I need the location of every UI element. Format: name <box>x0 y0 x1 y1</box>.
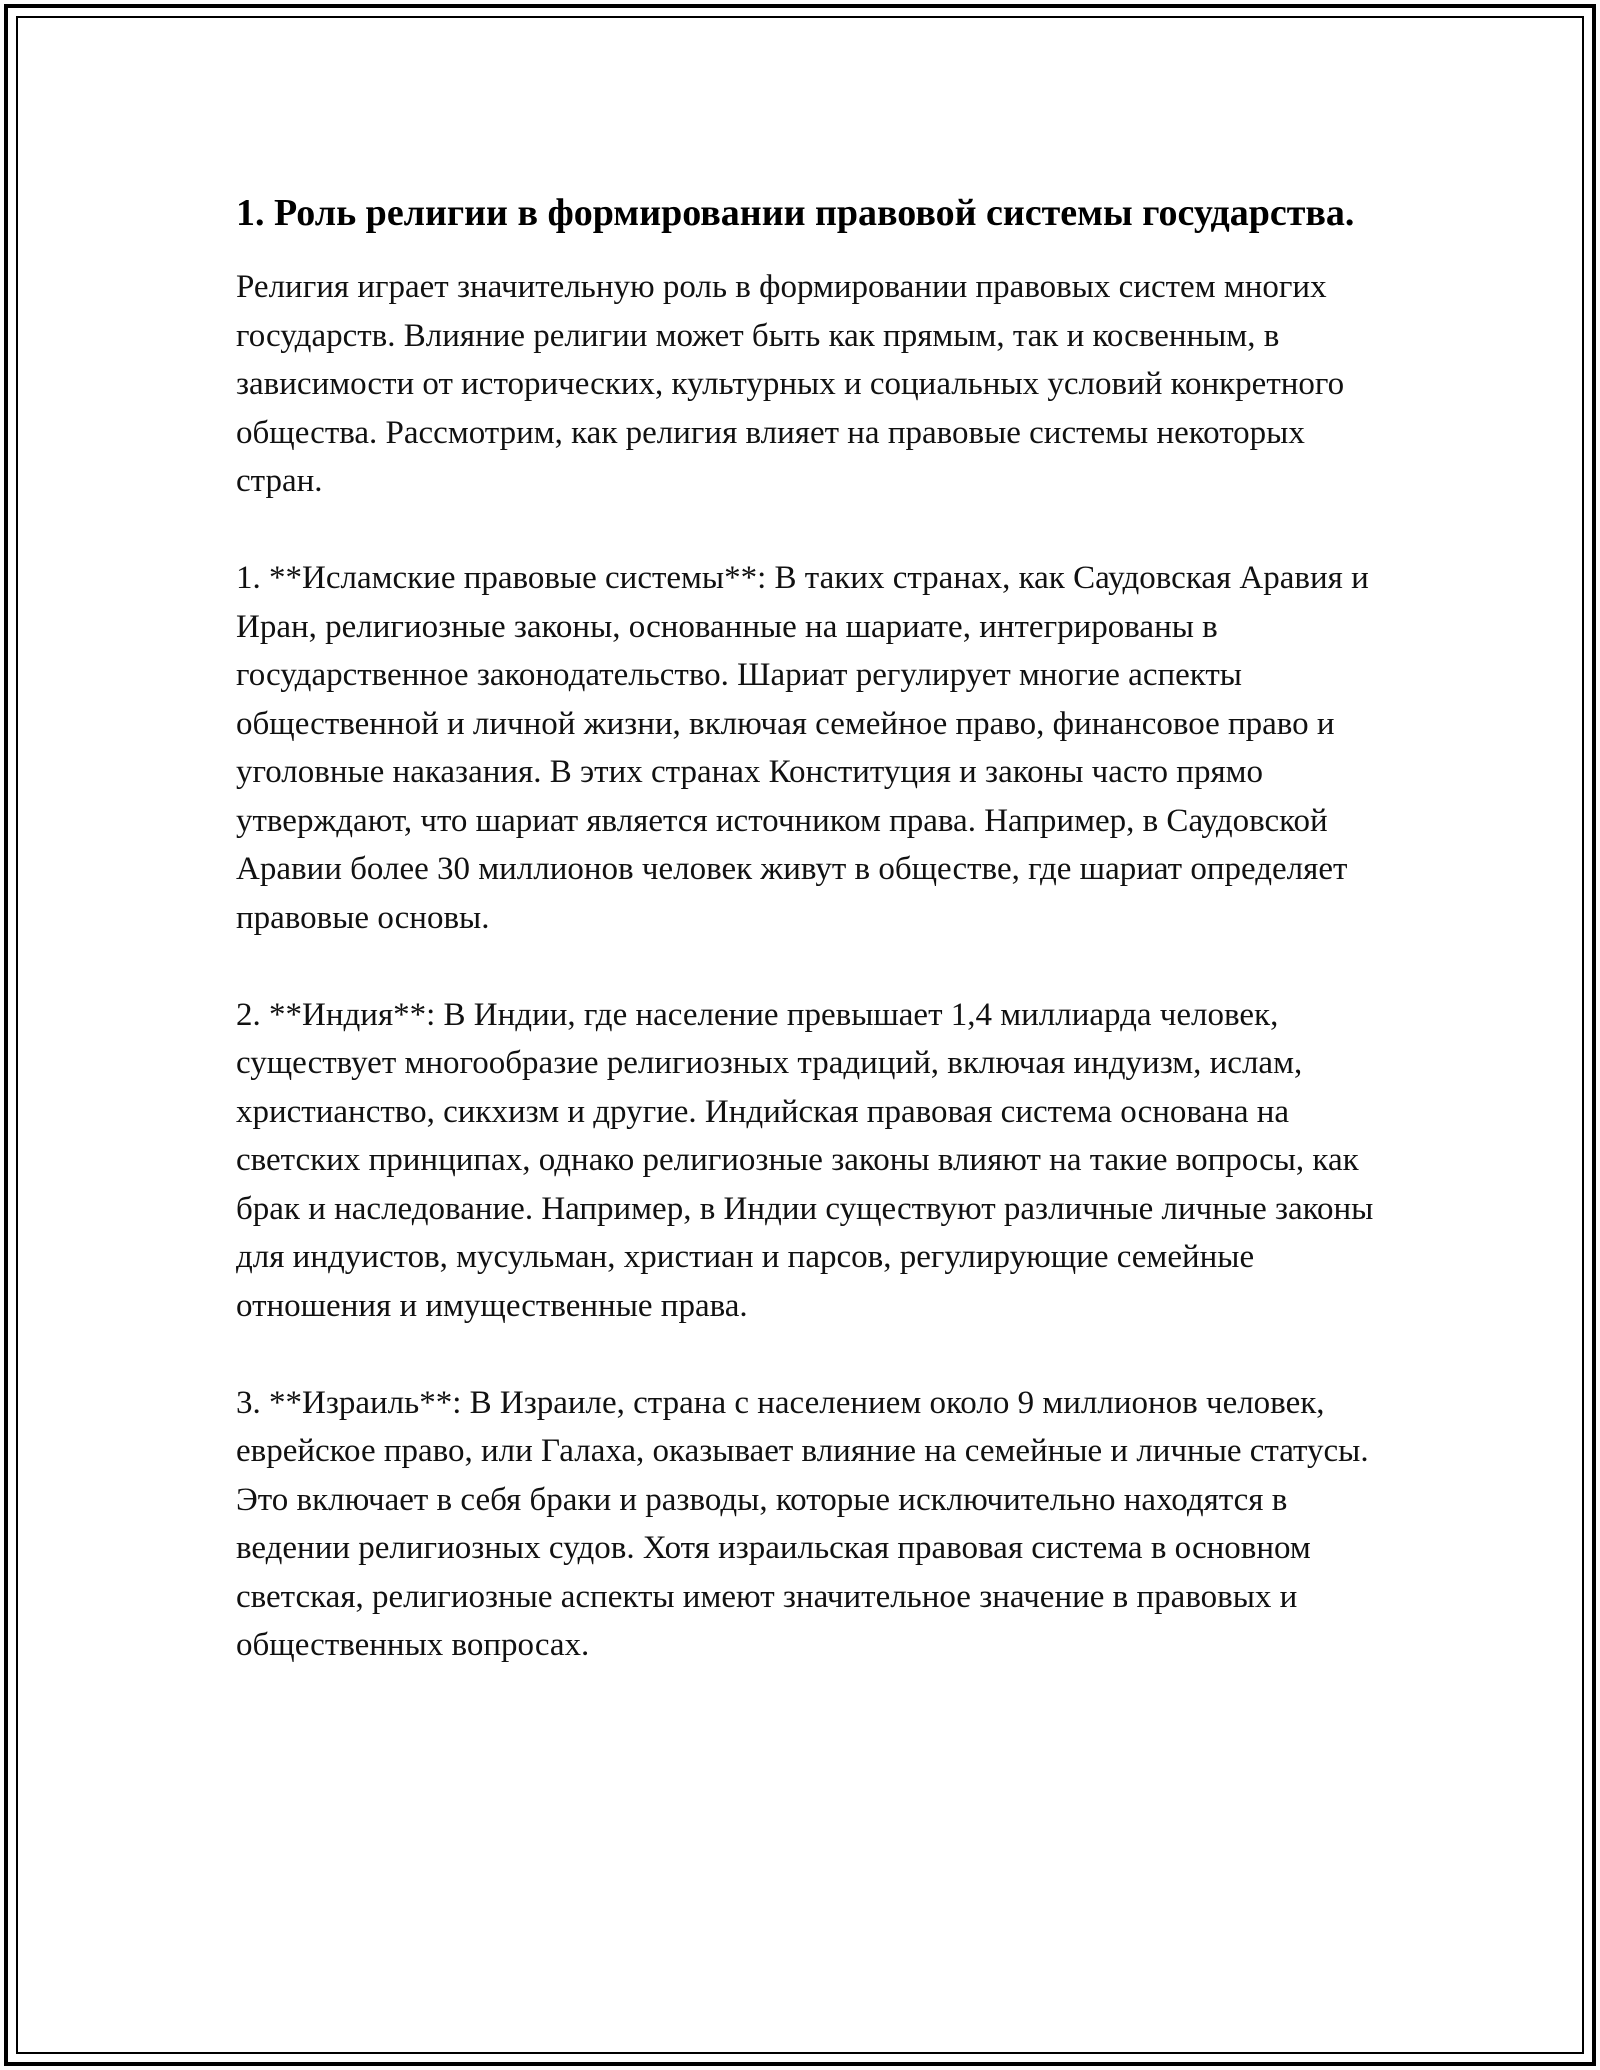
islamic-legal-systems-paragraph: 1. **Исламские правовые системы**: В таких странах, как Саудовская Аравия и Иран, религиозные законы, основанные на шариате, интегрированы в государственное законодательство. Шариат регулирует многие аспекты общественной и личной жизни, включая семейное право, финансовое право и уголовные наказания. В этих странах Конституция и законы часто прямо утверждают, что шариат является источником права. Например, в Саудовской Аравии более 30 миллионов человек живут в обществе, где шариат определяет правовые основы. <box>236 560 1369 936</box>
document-body <box>236 185 1376 1718</box>
document-heading: 1. Роль религии в формировании правовой системы государства. <box>236 192 1355 234</box>
israel-paragraph: 3. **Израиль**: В Израиле, страна с населением около 9 миллионов человек, еврейское право, или Галаха, оказывает влияние на семейные и личные статусы. Это включает в себя браки и разводы, которые исключительно находятся в ведении религиозных судов. Хотя израильская правовая система в основном светская, религиозные аспекты имеют значительное значение в правовых и общественных вопросах. <box>236 1384 1369 1663</box>
india-paragraph: 2. **Индия**: В Индии, где население превышает 1,4 миллиарда человек, существует многообразие религиозных традиций, включая индуизм, ислам, христианство, сикхизм и другие. Индийская правовая система основана на светских принципах, однако религиозные законы влияют на такие вопросы, как брак и наследование. Например, в Индии существуют различные личные законы для индуистов, мусульман, христиан и парсов, регулирующие семейные отношения и имущественные права. <box>236 996 1374 1324</box>
intro-paragraph: Религия играет значительную роль в формировании правовых систем многих государств. Влияние религии может быть как прямым, так и косвенным, в зависимости от исторических, культурных и социальных условий конкретного общества. Рассмотрим, как религия влияет на правовые системы некоторых стран. <box>236 269 1345 499</box>
